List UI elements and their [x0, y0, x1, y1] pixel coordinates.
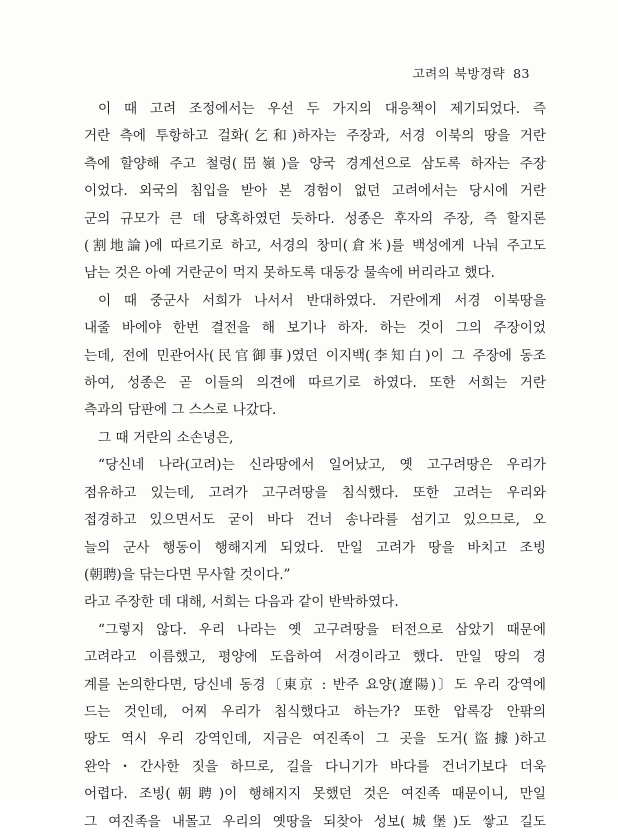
text-line: 측에 할양해 주고 철령(岊嶺)을 양국 경계선으로 삼도록 하자는 주장	[84, 155, 546, 172]
text-line: (割地論)에 따르기로 하고, 서경의 창미(倉米)를 백성에게 나눠 주고도	[84, 238, 546, 255]
text-line: 그 여진족을 내몰고 우리의 옛땅을 되찾아 성보(城堡)도 쌓고 길도	[84, 813, 546, 830]
text-line: “그렇지 않다. 우리 나라는 옛 고구려땅을 터전으로 삼았기 때문에	[98, 621, 546, 638]
text-line: (朝聘)을 닦는다면 무사할 것이다.”	[84, 566, 291, 583]
text-line: 내줄 바에야 한번 결전을 해 보기나 하자. 하는 것이 그의 주장이었	[84, 320, 546, 337]
text-line: 어렵다. 조빙(朝聘)이 행해지지 못했던 것은 여진족 때문이니, 만일	[84, 786, 546, 803]
text-line: 군의 규모가 큰 데 당혹하였던 듯하다. 성종은 후자의 주장, 즉 할지론	[84, 210, 546, 227]
text-line: 완악・간사한 짓을 하므로, 길을 다니기가 바다를 건너기보다 더욱	[84, 758, 546, 775]
text-line: 거란 측에 투항하고 걸화(乞和)하자는 주장과, 서경 이북의 땅을 거란	[84, 128, 546, 145]
text-line: 남는 것은 아예 거란군이 먹지 못하도록 대동강 물속에 버리라고 했다.	[84, 265, 495, 282]
text-line: 라고 주장한 데 대해, 서희는 다음과 같이 반박하였다.	[84, 594, 399, 611]
text-line: 점유하고 있는데, 고려가 고구려땅을 침식했다. 또한 고려는 우리와	[84, 484, 546, 501]
text-line: 이었다. 외국의 침입을 받아 본 경험이 없던 고려에서는 당시에 거란	[84, 183, 546, 200]
text-line: “당신네 나라(고려)는 신라땅에서 일어났고, 옛 고구려땅은 우리가	[98, 457, 546, 474]
running-title: 고려의 북방경략	[412, 66, 506, 81]
text-line: 계를 논의한다면, 당신네 동경〔東京 : 반주 요양(遼陽)〕도 우리 강역에	[84, 676, 546, 693]
text-line: 늘의 군사 행동이 행해지게 되었다. 만일 고려가 땅을 바치고 조빙	[84, 539, 546, 556]
text-line: 이 때 고려 조정에서는 우선 두 가지의 대응책이 제기되었다. 즉	[98, 101, 546, 117]
running-head	[413, 64, 530, 82]
page-number: 83	[513, 66, 530, 81]
text-line: 고려라고 이름했고, 평양에 도읍하여 서경이라고 했다. 만일 땅의 경	[84, 649, 546, 666]
text-line: 이 때 중군사 서희가 나서서 반대하였다. 거란에게 서경 이북땅을	[98, 292, 546, 309]
text-line: 측과의 담판에 그 스스로 나갔다.	[84, 402, 277, 419]
text-line: 땅도 역시 우리 강역인데, 지금은 여진족이 그 곳을 도거(盜據)하고	[84, 731, 546, 748]
body-text	[84, 96, 546, 836]
text-line: 드는 것인데, 어찌 우리가 침식했다고 하는가? 또한 압록강 안팎의	[84, 703, 546, 720]
text-line: 그 때 거란의 소손녕은,	[98, 429, 234, 446]
text-line: 하여, 성종은 곧 이들의 의견에 따르기로 하였다. 또한 서희는 거란	[84, 375, 546, 392]
text-line: 는데, 전에 민관어사(民官御事)였던 이지백(李知白)이 그 주장에 동조	[84, 347, 546, 364]
text-line: 접경하고 있으면서도 굳이 바다 건너 송나라를 섬기고 있으므로, 오	[84, 512, 546, 529]
